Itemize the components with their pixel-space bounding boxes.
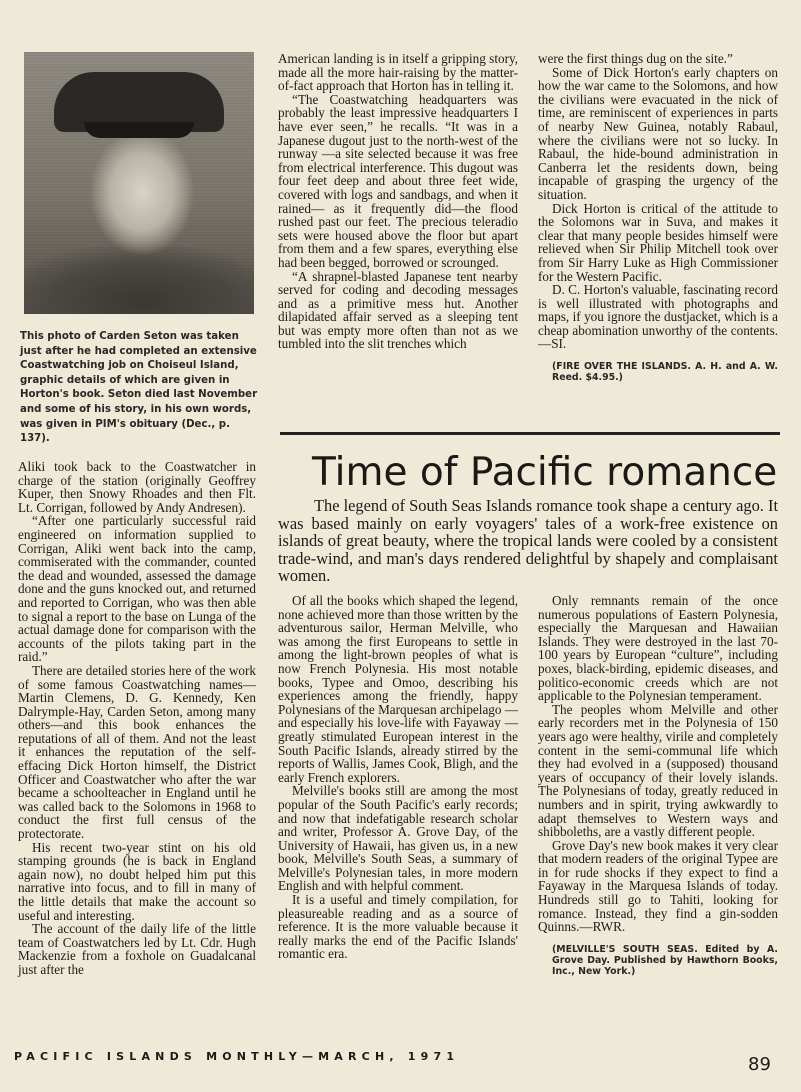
article-headline: Time of Pacific romance xyxy=(312,450,778,495)
column-2 xyxy=(278,52,518,351)
paragraph: were the first things dug on the site.” xyxy=(538,51,733,66)
column-5 xyxy=(538,594,778,977)
portrait-photo xyxy=(24,52,254,314)
paragraph: It is a useful and timely compilation, for pleasureable reading and as a source of reference. It is the more valuable because it really marks the end of the Pacific Islands' romantic era. xyxy=(278,892,518,962)
paragraph: Melville's books still are among the most popular of the South Pacific's early records; and now that indefatigable research scholar and writer, Professor A. Grove Day, of the University of Hawaii, has given us, in a new book, Melville's South Seas, a summary of Melville's Polynesian tales, in more modern English and with helpful comment. xyxy=(278,783,518,894)
intro-paragraph: The legend of South Seas Islands romance took shape a century ago. It was based mainly on early voyagers' tales of a work-free existence on islands of great beauty, where the tropical lands were cooled by a consistent trade-wind, and man's days rendered delightful by shapely and complaisant women. xyxy=(278,496,778,586)
paragraph: The peoples whom Melville and other early recorders met in the Polynesia of 150 years ago were healthy, virile and completely content in the semi-communal life which they had evolved in a (supposed) thousand years of occupancy of their lovely islands. The Polynesians of today, greatly reduced in numbers and in spirit, trying awkwardly to adapt themselves to Western ways and shibboleths, are a vastly different people. xyxy=(538,701,778,840)
paragraph: Aliki took back to the Coastwatcher in charge of the station (originally Geoffrey Kuper, then Snowy Rhoades and then Flt. Lt. Corrigan, followed by Andy Andresen). xyxy=(18,459,256,515)
paragraph: American landing is in itself a gripping story, made all the more hair-raising by the matter-of-fact approach that Horton has in telling it. xyxy=(278,51,518,94)
article-intro xyxy=(278,497,778,585)
paragraph: Some of Dick Horton's early chapters on how the war came to the Solomons, and how the civilians were evacuated in the nick of time, are reminiscent of experiences in parts of nearby New Guinea, notably Rabaul, where the civilians were not so lucky. In Rabaul, the hide-bound administration in Canberra let the residents down, being incapable of grasping the urgency of the situation. xyxy=(538,64,778,202)
paragraph: Only remnants remain of the once numerous populations of Eastern Polynesia, especially the Marquesan and Hawaiian Islands. They were destroyed in the last 70-100 years by European “culture”, including poxes, black-birding, epidemic diseases, and politico-economic creeds which are not applicable to the Polynesian temperament. xyxy=(538,593,778,704)
paragraph: Of all the books which shaped the legend, none achieved more than those written by the adventurous sailor, Herman Melville, who was among the first Europeans to settle in among the light-brown peoples of what is now French Polynesia. His most notable books, Typee and Omoo, describing his experiences among the friendly, happy Polynesians of the Marquesan archipelago —and especially his love-life with Fayaway — greatly stimulated European interest in the South Pacific Islands, already stirred by the reports of Wallis, James Cook, Bligh, and the early French explorers. xyxy=(278,593,518,785)
paragraph: There are detailed stories here of the work of some famous Coastwatching names—Martin Clemens, D. G. Kennedy, Ken Dalrymple-Hay, Carden Seton, among many others—and this book enhances the reputations of all of them. And not the least it enhances the reputation of the self-effacing Dick Horton himself, the District Officer and Coastwatcher who after the war became a schoolteacher in England until he was called back to the Solomons in 1968 to conduct the first full census of the protectorate. xyxy=(18,662,256,842)
cap-visor xyxy=(84,122,194,138)
paragraph: D. C. Horton's valuable, fascinating record is well illustrated with photographs and maps, if you ignore the dustjacket, which is a cheap abomination unworthy of the contents.—SI. xyxy=(538,282,778,352)
running-footer: PACIFIC ISLANDS MONTHLY—MARCH, 1971 xyxy=(14,1050,460,1063)
paragraph: Grove Day's new book makes it very clear that modern readers of the original Typee are in for rude shocks if they expect to find a Fayaway in the Marquesa Islands of today. Hundreds still go to Tahiti, looking for romance. Instead, they find a gin-sodden Quinns.—RWR. xyxy=(538,837,778,935)
paragraph: The account of the daily life of the little team of Coastwatchers led by Lt. Cdr. Hugh Mackenzie from a foxhole on Guadalcanal just after the xyxy=(18,921,256,977)
column-4 xyxy=(278,594,518,961)
paragraph: “A shrapnel-blasted Japanese tent nearby served for coding and decoding messages and as a primitive mess hut. Another dilapidated affair served as a sleeping tent but was empty more often than not as we tumbled into the slit trenches which xyxy=(278,268,518,352)
paragraph: His recent two-year stint on his old stamping grounds (he is back in England again now), no doubt helped him put this narrative into focus, and to fill in many of the little details that make the account so useful and interesting. xyxy=(18,839,256,923)
photo-caption: This photo of Carden Seton was taken just after he had completed an extensive Coastwatching job on Choiseul Island, graphic details of which are given in Horton's book. Seton died last November and some of his story, in his own words, was given in PIM's obituary (Dec., p. 137). xyxy=(20,331,258,445)
section-divider xyxy=(280,432,780,435)
book-reference: (FIRE OVER THE ISLANDS. A. H. and A. W. Reed. $4.95.) xyxy=(552,361,778,384)
column-3 xyxy=(538,52,778,383)
book-reference: (MELVILLE'S SOUTH SEAS. Edited by A. Grove Day. Published by Hawthorn Books, Inc., New York.) xyxy=(552,943,778,977)
column-1 xyxy=(18,460,256,977)
page-number: 89 xyxy=(748,1054,771,1075)
paragraph: Dick Horton is critical of the attitude to the Solomons war in Suva, and makes it clear that many people besides himself were relieved when Sir Philip Mitchell took over from Sir Harry Luke as High Commissioner for the Western Pacific. xyxy=(538,200,778,284)
paragraph: “The Coastwatching headquarters was probably the least impressive headquarters I have ever seen,” he recalls. “It was in a Japanese dugout just to the north-west of the runway —a site selected because it was free from electrical interference. This dugout was four feet deep and about three feet wide, covered with logs and sandbags, and when it rained— as it frequently did—the flood rushed past our feet. The precious teleradio sets were housed above the floor but apart from them and a few spares, everything else had been begged, borrowed or scrounged. xyxy=(278,91,518,270)
paragraph: “After one particularly successful raid engineered on information supplied to Corrigan, Aliki went back into the camp, commiserated with the commander, counted the dead and wounded, assessed the damage done and the guns knocked out, and returned and reported to Corrigan, who was then able to signal a report to the base on Lunga of the actual damage done for comparison with the accounts of the pilots taking part in the raid.” xyxy=(18,513,256,665)
